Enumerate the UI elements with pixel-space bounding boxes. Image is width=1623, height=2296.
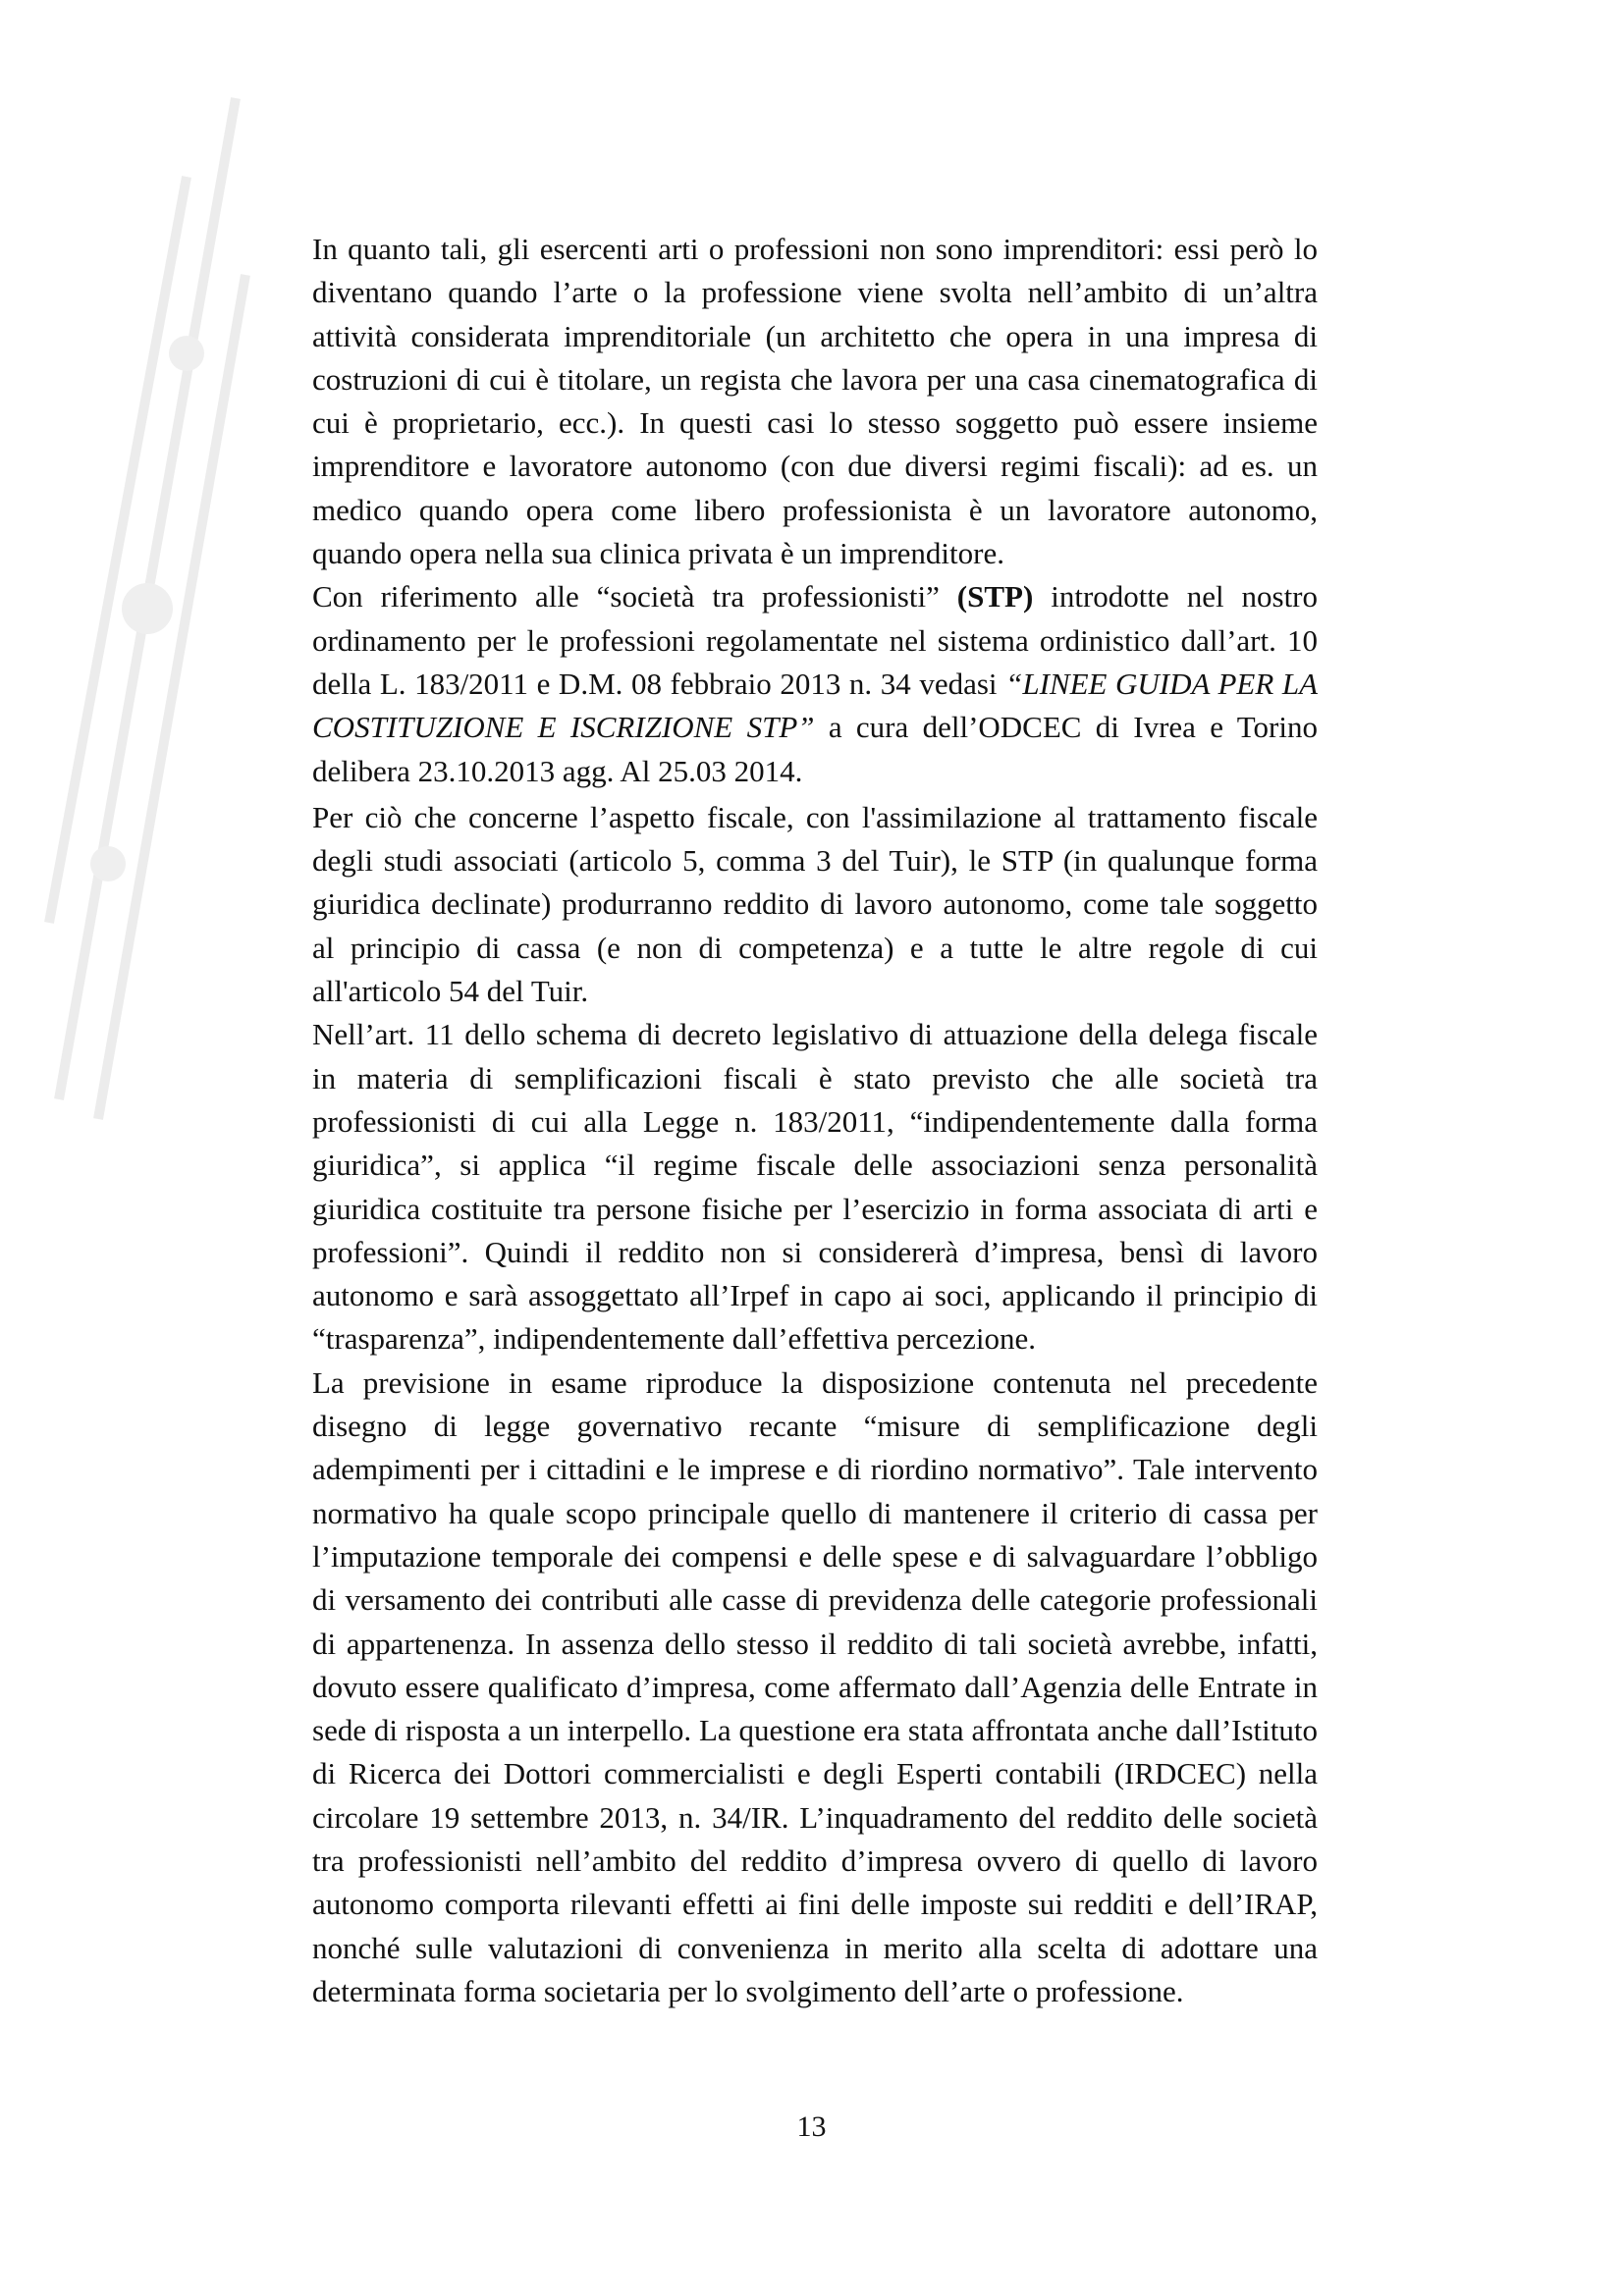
guidelines-title: “LINEE GUIDA PER LA COSTITUZIONE E ISCRIZIONE STP” xyxy=(312,666,1319,745)
watermark-graphic xyxy=(39,59,255,1139)
paragraph-5: La previsione in esame riproduce la disposizione contenuta nel precedente disegno di legge governativo recante “misure di semplificazione degli adempimenti per i cittadini e le imprese e di riordino normativo”. Tale intervento normativo ha quale scopo principale quello di mantenere il criterio di cassa per l’imputazione temporale dei compensi e delle spese e di salvaguardare l’obbligo di versamento dei contributi alle casse di previdenza delle categorie professionali di appartenenza. In assenza dello stesso il reddito di tali società avrebbe, infatti, dovuto essere qualificato d’impresa, come affermato dall’Agenzia delle Entrate in sede di risposta a un interpello. La questione era stata affrontata anche dall’Istituto di Ricerca dei Dottori commercialisti e degli Esperti contabili (IRDCEC) nella circolare 19 settembre 2013, n. 34/IR. L’inquadramento del reddito delle società tra professionisti nell’ambito del reddito d’impresa ovvero di quello di lavoro autonomo comporta rilevanti effetti ai fini delle imposte sui redditi e dell’IRAP, nonché sulle valutazioni di convenienza in merito alla scelta di adottare una determinata forma societaria per lo svolgimento dell’arte o professione. xyxy=(312,1364,1318,2008)
body-text xyxy=(312,228,1318,2013)
paragraph-2-part-1: Con riferimento alle “società tra professionisti” xyxy=(312,579,957,614)
paragraph-2 xyxy=(312,575,1318,792)
paragraph-1: In quanto tali, gli esercenti arti o professioni non sono imprenditori: essi però lo diventano quando l’arte o la professione viene svolta nell’ambito di un’altra attività considerata imprenditoriale (un architetto che opera in una impresa di costruzioni di cui è titolare, un regista che lavora per una casa cinematografica di cui è proprietario, ecc.). In questi casi lo stesso soggetto può essere insieme imprenditore e lavoratore autonomo (con due diversi regimi fiscali): ad es. un medico quando opera come libero professionista è un lavoratore autonomo, quando opera nella sua clinica privata è un imprenditore. xyxy=(312,232,1318,571)
page-number: 13 xyxy=(796,2110,827,2143)
paragraph-4: Nell’art. 11 dello schema di decreto legislativo di attuazione della delega fiscale in materia di semplificazioni fiscali è stato previsto che alle società tra professionisti di cui alla Legge n. 183/2011, “indipendentemente dalla forma giuridica”, si applica “il regime fiscale delle associazioni senza personalità giuridica costituite tra persone fisiche per l’esercizio in forma associata di arti e professioni”. Quindi il reddito non si considererà d’impresa, bensì di lavoro autonomo e sarà assoggettato all’Irpef in capo ai soci, applicando il principio di “trasparenza”, indipendentemente dall’effettiva percezione. xyxy=(312,1017,1318,1357)
stp-acronym: (STP) xyxy=(956,579,1034,614)
paragraph-2-part-3: a cura dell’ODCEC di Ivrea e Torino delibera 23.10.2013 agg. Al 25.03 2014. xyxy=(312,710,1318,788)
paragraph-2-part-2: introdotte nel nostro ordinamento per le professioni regolamentate nel sistema ordinistico dall’art. 10 della L. 183/2011 e D.M. 08 febbraio 2013 n. 34 vedasi xyxy=(312,579,1318,701)
paragraph-3: Per ciò che concerne l’aspetto fiscale, con l'assimilazione al trattamento fiscale degli studi associati (articolo 5, comma 3 del Tuir), le STP (in qualunque forma giuridica declinate) produrranno reddito di lavoro autonomo, come tale soggetto al principio di cassa (e non di competenza) e a tutte le altre regole di cui all'articolo 54 del Tuir. xyxy=(312,799,1318,1009)
